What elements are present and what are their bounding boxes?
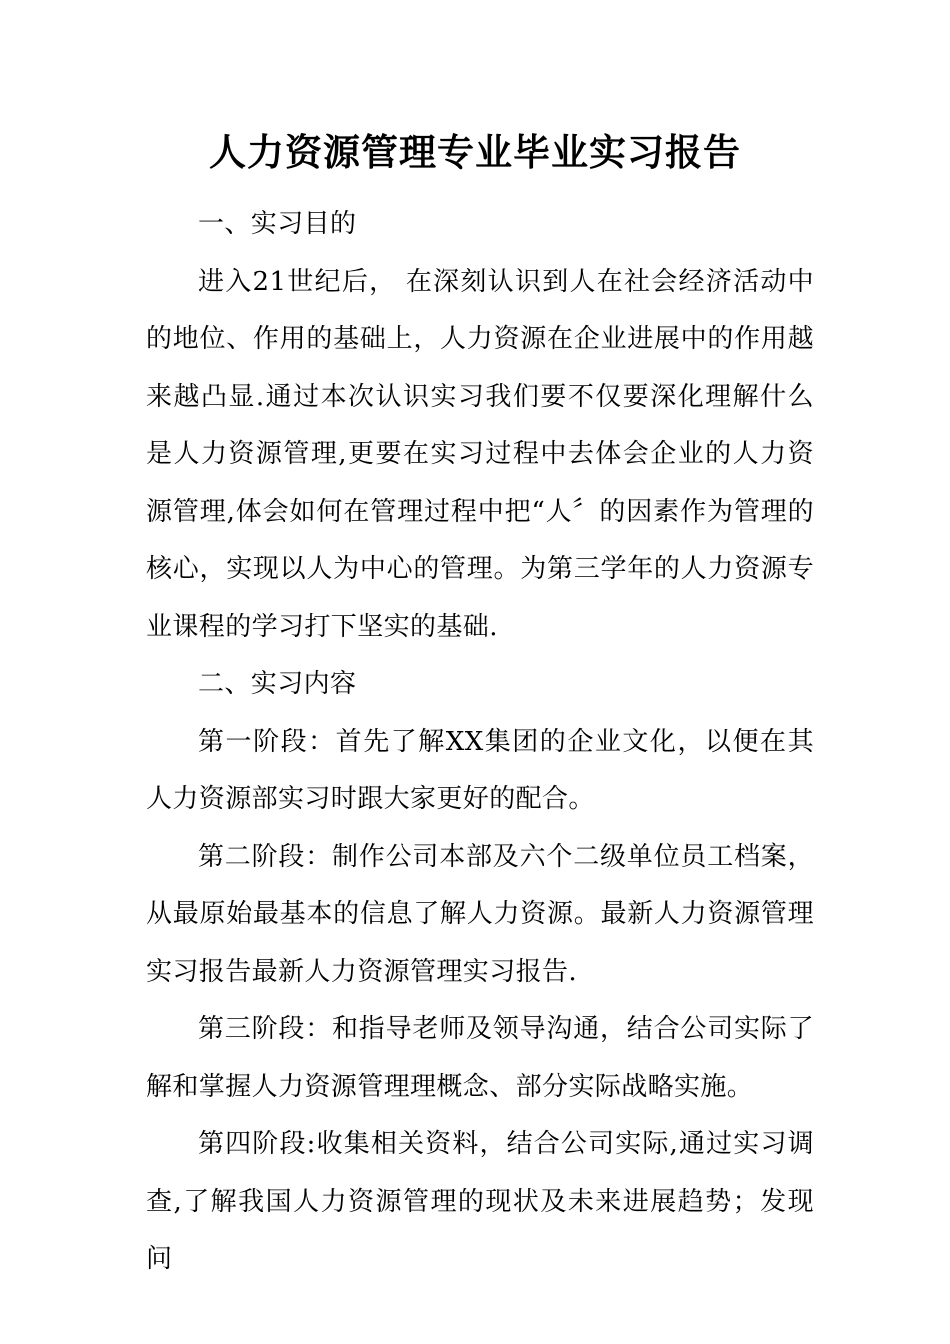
- document-body: [146, 196, 814, 1289]
- section-heading-purpose: 一、实习目的: [198, 209, 357, 239]
- paragraph-purpose: 进入21世纪后， 在深刻认识到人在社会经济活动中的地位、作用的基础上，人力资源在企业进展中的作用越来越凸显.通过本次认识实习我们要不仅要深化理解什么是人力资源管理,更要在实习过程中去体会企业的人力资源管理,体会如何在管理过程中把“人〞的因素作为管理的核心，实现以人为中心的管理。为第三学年的人力资源专业课程的学习打下坚实的基础.: [146, 266, 814, 642]
- document-title: 人力资源管理专业毕业实习报告: [209, 130, 741, 174]
- paragraph-stage-2: 第二阶段：制作公司本部及六个二级单位员工档案，从最原始最基本的信息了解人力资源。最新人力资源管理实习报告最新人力资源管理实习报告.: [146, 841, 814, 987]
- section-heading-content: 二、实习内容: [198, 669, 357, 699]
- paragraph-stage-1: 第一阶段：首先了解XX集团的企业文化，以便在其人力资源部实习时跟大家更好的配合。: [146, 726, 814, 814]
- paragraph-stage-3: 第三阶段：和指导老师及领导沟通，结合公司实际了解和掌握人力资源管理理概念、部分实际战略实施。: [146, 1014, 814, 1102]
- paragraph-stage-4: 第四阶段:收集相关资料，结合公司实际,通过实习调查,了解我国人力资源管理的现状及未来进展趋势；发现问: [146, 1129, 814, 1274]
